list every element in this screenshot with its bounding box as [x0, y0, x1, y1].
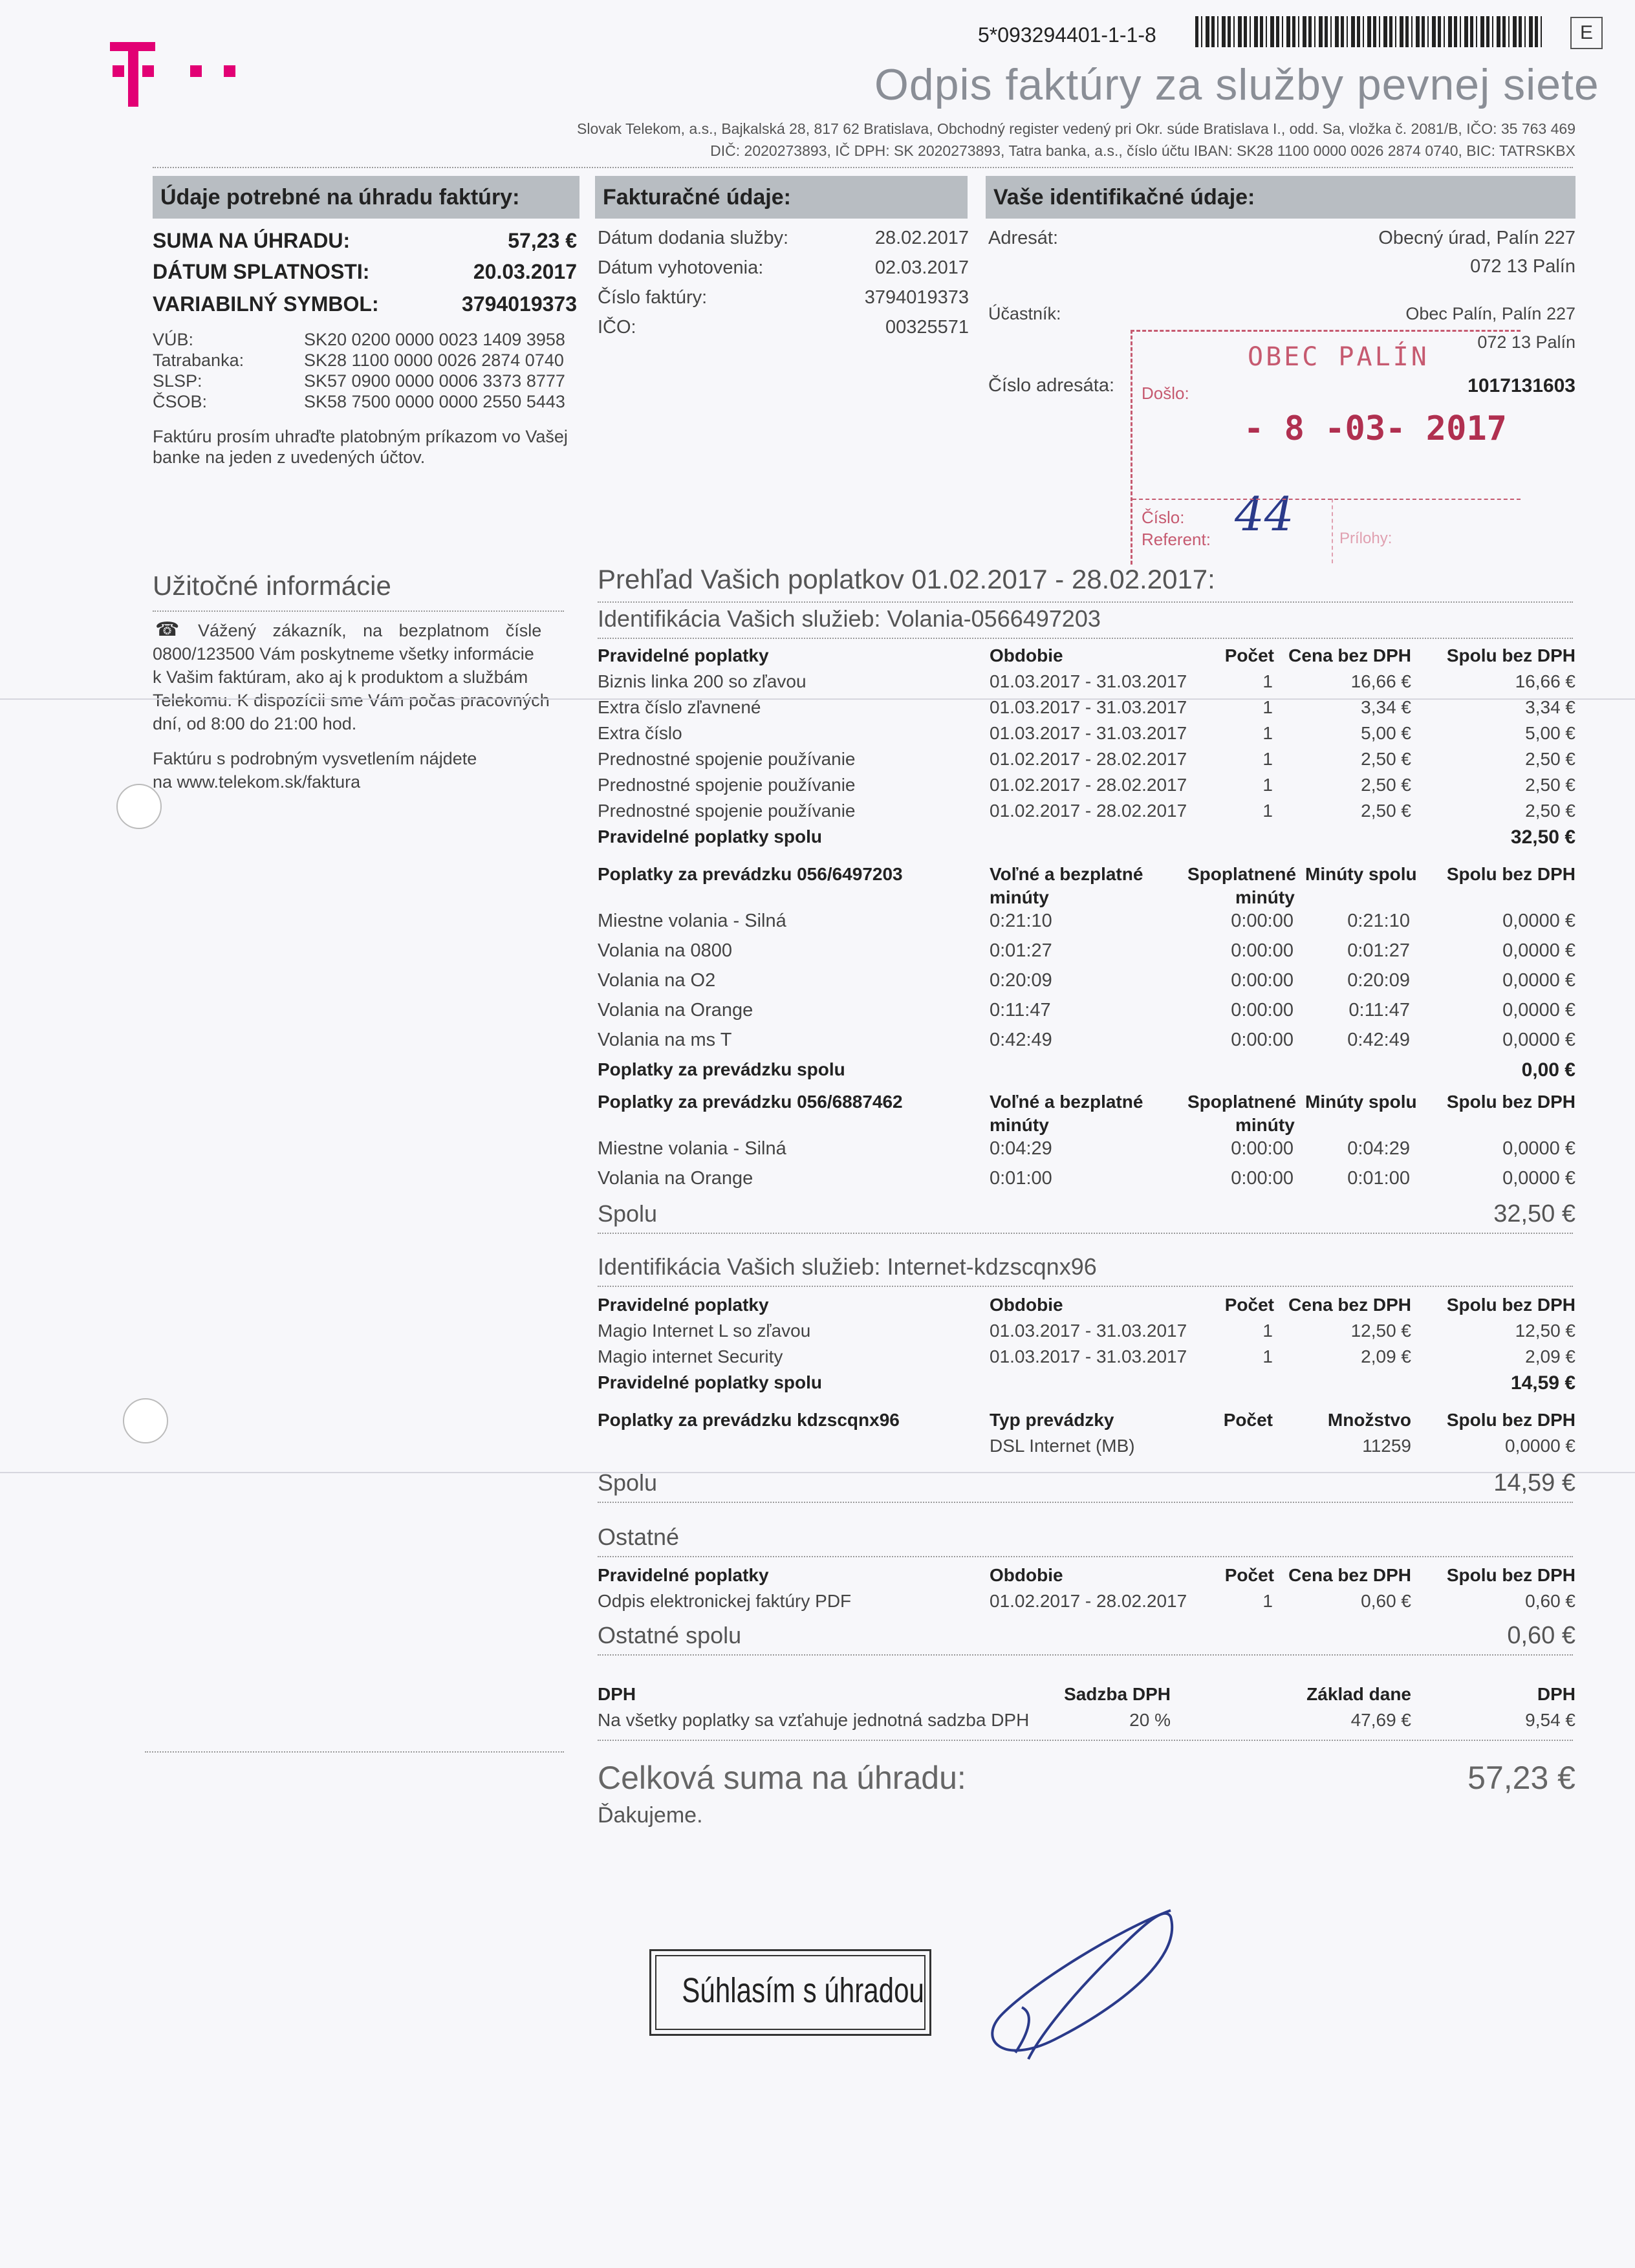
- vat-text: Na všetky poplatky sa vzťahuje jednotná sadzba DPH: [598, 1710, 1030, 1730]
- overview-divider: [598, 601, 1573, 603]
- col-header: Pravidelné poplatky: [598, 645, 769, 665]
- row-total: 12,50 €: [1515, 1321, 1575, 1341]
- row-period: 01.02.2017 - 28.02.2017: [990, 749, 1187, 769]
- barcode: [1195, 16, 1543, 47]
- payment-value: 57,23 €: [508, 229, 577, 252]
- col-header: Obdobie: [990, 1295, 1063, 1315]
- col-header: Cena bez DPH: [1288, 1565, 1411, 1585]
- row-paid: 0:00:00: [1231, 940, 1294, 961]
- row-name: Volania na ms T: [598, 1030, 732, 1050]
- other-total-label: Ostatné spolu: [598, 1622, 742, 1648]
- other-divider: [598, 1556, 1573, 1557]
- row-price: 2,50 €: [1361, 749, 1411, 769]
- col-header: Pravidelné poplatky: [598, 1295, 769, 1315]
- col-header: Počet: [1224, 645, 1274, 665]
- bank-iban: SK28 1100 0000 0026 2874 0740: [304, 351, 564, 370]
- row-count: 1: [1262, 1321, 1273, 1341]
- other-title: Ostatné: [598, 1524, 680, 1550]
- row-count: 1: [1262, 697, 1273, 717]
- row-total: 2,50 €: [1525, 749, 1575, 769]
- row-name: Odpis elektronickej faktúry PDF: [598, 1591, 852, 1611]
- col-header: Počet: [1224, 1565, 1274, 1585]
- col-header: Spolu bez DPH: [1446, 1410, 1575, 1430]
- billing-label: Číslo faktúry:: [598, 287, 708, 308]
- approval-stamp: [649, 1949, 931, 2036]
- received-stamp: [1131, 330, 1521, 565]
- subtotal-label: Pravidelné poplatky spolu: [598, 1372, 822, 1392]
- stamp-number-label: Číslo:: [1142, 508, 1185, 527]
- row-sum: 0:04:29: [1347, 1138, 1410, 1159]
- subtotal-value: 32,50 €: [1510, 826, 1575, 848]
- phone-icon: ☎: [155, 619, 180, 640]
- col-header: Spolu bez DPH: [1446, 1295, 1575, 1315]
- row-period: 01.03.2017 - 31.03.2017: [990, 1346, 1187, 1366]
- punch-hole: [123, 1398, 168, 1443]
- service1-divider: [598, 638, 1573, 639]
- overview-title: Prehľad Vašich poplatkov 01.02.2017 - 28.02.2017:: [598, 564, 1215, 594]
- row-paid: 0:00:00: [1231, 1138, 1294, 1159]
- row-paid: 0:00:00: [1231, 1030, 1294, 1050]
- stamp-attachments-label: Prílohy:: [1339, 530, 1392, 547]
- col-header: Poplatky za prevádzku kdzscqnx96: [598, 1410, 900, 1430]
- row-name: Extra číslo zľavnené: [598, 697, 761, 717]
- row-count: 1: [1262, 1591, 1273, 1611]
- billing-label: Dátum dodania služby:: [598, 228, 788, 248]
- row-period: 01.02.2017 - 28.02.2017: [990, 801, 1187, 821]
- stamp-date: - 8 -03- 2017: [1244, 409, 1507, 448]
- col-header: Pravidelné poplatky: [598, 1565, 769, 1585]
- row-name: Magio Internet L so zľavou: [598, 1321, 811, 1341]
- row-period: 01.03.2017 - 31.03.2017: [990, 1321, 1187, 1341]
- info-link[interactable]: na www.telekom.sk/faktura: [153, 772, 361, 792]
- row-name: Volania na 0800: [598, 940, 733, 961]
- row-count: 1: [1262, 775, 1273, 795]
- billing-value: 02.03.2017: [874, 257, 969, 278]
- subtotal-label: Poplatky za prevádzku spolu: [598, 1059, 845, 1079]
- row-period: 01.02.2017 - 28.02.2017: [990, 1591, 1187, 1611]
- row-count: 1: [1262, 1346, 1273, 1366]
- service1-title: Identifikácia Vašich služieb: Volania-0566497203: [598, 605, 1101, 632]
- section-divider: [598, 1654, 1573, 1656]
- bank-name: VÚB:: [153, 330, 194, 349]
- envelope-code-box: E: [1570, 17, 1603, 49]
- participant-label: Účastník:: [988, 304, 1061, 323]
- addressee-line2: 072 13 Palín: [1470, 256, 1575, 277]
- row-count: 1: [1262, 723, 1273, 743]
- billing-value: 28.02.2017: [874, 228, 969, 248]
- left-divider: [145, 1751, 564, 1753]
- section-divider: [598, 1740, 1573, 1741]
- service1-total-value: 32,50 €: [1493, 1200, 1575, 1227]
- section-divider: [598, 1233, 1573, 1234]
- row-name: Prednostné spojenie používanie: [598, 775, 856, 795]
- row-sum: 0:21:10: [1347, 911, 1410, 931]
- row-total: 0,0000 €: [1502, 1000, 1575, 1021]
- row-total: 0,0000 €: [1502, 940, 1575, 961]
- row-name: Volania na Orange: [598, 1168, 753, 1189]
- stamp-referent-label: Referent:: [1142, 530, 1211, 549]
- row-free: 0:42:49: [990, 1030, 1052, 1050]
- row-count: 1: [1262, 801, 1273, 821]
- other-total-value: 0,60 €: [1507, 1622, 1575, 1649]
- row-free: 0:04:29: [990, 1138, 1052, 1159]
- col-header: Spolu bez DPH: [1446, 1565, 1575, 1585]
- vat-rate: 20 %: [1129, 1710, 1171, 1730]
- col-header: minúty: [1235, 887, 1295, 907]
- row-free: 0:01:00: [990, 1168, 1052, 1189]
- service2-title: Identifikácia Vašich služieb: Internet-kdzscqnx96: [598, 1253, 1097, 1280]
- row-price: 2,50 €: [1361, 801, 1411, 821]
- col-header: Poplatky za prevádzku 056/6497203: [598, 864, 903, 884]
- row-period: 01.03.2017 - 31.03.2017: [990, 697, 1187, 717]
- col-header: Cena bez DPH: [1288, 645, 1411, 665]
- payment-note: banke na jeden z uvedených účtov.: [153, 448, 426, 467]
- col-header: Obdobie: [990, 645, 1063, 665]
- col-header: Sadzba DPH: [1064, 1684, 1171, 1704]
- addressee-label: Adresát:: [988, 228, 1058, 248]
- billing-heading: Fakturačné údaje:: [595, 176, 968, 219]
- row-free: 0:11:47: [990, 1000, 1051, 1021]
- info-text-line: dní, od 8:00 do 21:00 hod.: [153, 714, 357, 733]
- row-price: 5,00 €: [1361, 723, 1411, 743]
- section-divider: [598, 1502, 1573, 1503]
- col-header: Počet: [1224, 1295, 1274, 1315]
- col-header: Spoplatnené: [1187, 1092, 1297, 1112]
- row-price: 0,60 €: [1361, 1591, 1411, 1611]
- row-total: 0,0000 €: [1502, 1168, 1575, 1189]
- document-code: 5*093294401-1-1-8: [978, 23, 1156, 47]
- info-text-line: 0800/123500 Vám poskytneme všetky informácie: [153, 644, 534, 664]
- col-header: Spolu bez DPH: [1446, 864, 1575, 884]
- punch-hole: [116, 784, 162, 829]
- row-sum: 0:01:00: [1347, 1168, 1410, 1189]
- company-info-line2: DIČ: 2020273893, IČ DPH: SK 2020273893, Tatra banka, a.s., číslo účtu IBAN: SK28 1100 0000 0026 2874 0740, BIC: TATRSKBX: [710, 142, 1575, 159]
- col-header: Poplatky za prevádzku 056/6887462: [598, 1092, 903, 1112]
- stamp-name: OBEC PALÍN: [1248, 342, 1429, 372]
- row-total: 5,00 €: [1525, 723, 1575, 743]
- billing-label: IČO:: [598, 317, 636, 338]
- row-paid: 0:00:00: [1231, 911, 1294, 931]
- col-header: minúty: [990, 1115, 1049, 1135]
- col-header: minúty: [990, 887, 1049, 907]
- row-type: DSL Internet (MB): [990, 1436, 1135, 1456]
- row-total: 3,34 €: [1525, 697, 1575, 717]
- col-header: Voľné a bezplatné: [990, 864, 1143, 884]
- row-price: 12,50 €: [1350, 1321, 1411, 1341]
- vat-amount: 9,54 €: [1525, 1710, 1575, 1730]
- row-name: Volania na Orange: [598, 1000, 753, 1021]
- row-total: 2,50 €: [1525, 775, 1575, 795]
- subtotal-value: 0,00 €: [1521, 1059, 1575, 1081]
- row-total: 2,09 €: [1525, 1346, 1575, 1366]
- col-header: Cena bez DPH: [1288, 1295, 1411, 1315]
- row-price: 16,66 €: [1350, 671, 1411, 691]
- billing-label: Dátum vyhotovenia:: [598, 257, 764, 278]
- bank-name: SLSP:: [153, 371, 202, 391]
- payment-value: 3794019373: [462, 292, 577, 316]
- row-total: 0,0000 €: [1502, 1030, 1575, 1050]
- col-header: Množstvo: [1327, 1410, 1411, 1430]
- info-text-line: Vážený zákazník, na bezplatnom čísle: [198, 621, 542, 640]
- row-price: 2,09 €: [1361, 1346, 1411, 1366]
- service2-divider: [598, 1286, 1573, 1287]
- addressee-number: 1017131603: [1467, 375, 1575, 396]
- grand-total-label: Celková suma na úhradu:: [598, 1760, 966, 1796]
- billing-value: 00325571: [885, 317, 969, 338]
- stamp-handwritten-number: 44: [1235, 487, 1294, 541]
- col-header: Voľné a bezplatné: [990, 1092, 1143, 1112]
- col-header: DPH: [598, 1684, 636, 1704]
- service2-total-label: Spolu: [598, 1469, 658, 1496]
- fold-line: [0, 1472, 1635, 1473]
- row-name: Miestne volania - Silná: [598, 1138, 786, 1159]
- document-title: Odpis faktúry za služby pevnej siete: [874, 60, 1599, 109]
- row-name: Prednostné spojenie používanie: [598, 749, 856, 769]
- row-count: 1: [1262, 749, 1273, 769]
- bank-iban: SK20 0200 0000 0023 1409 3958: [304, 330, 565, 349]
- telekom-logo: [110, 36, 265, 113]
- addressee-line1: Obecný úrad, Palín 227: [1378, 228, 1575, 248]
- addressee-number-label: Číslo adresáta:: [988, 375, 1115, 396]
- billing-value: 3794019373: [864, 287, 969, 308]
- row-total: 16,66 €: [1515, 671, 1575, 691]
- col-header: Spolu bez DPH: [1446, 1092, 1575, 1112]
- col-header: Spolu bez DPH: [1446, 645, 1575, 665]
- row-free: 0:01:27: [990, 940, 1052, 961]
- col-header: Minúty spolu: [1305, 1092, 1417, 1112]
- row-sum: 0:01:27: [1347, 940, 1410, 961]
- header-divider: [153, 167, 1573, 168]
- payment-label: DÁTUM SPLATNOSTI:: [153, 260, 370, 283]
- row-paid: 0:00:00: [1231, 1000, 1294, 1021]
- row-sum: 0:20:09: [1347, 970, 1410, 991]
- row-total: 0,60 €: [1525, 1591, 1575, 1611]
- row-total: 0,0000 €: [1502, 970, 1575, 991]
- row-price: 3,34 €: [1361, 697, 1411, 717]
- info-text-line: k Vašim faktúram, ako aj k produktom a službám: [153, 667, 528, 687]
- service1-total-label: Spolu: [598, 1200, 658, 1227]
- row-name: Magio internet Security: [598, 1346, 783, 1366]
- payment-heading: Údaje potrebné na úhradu faktúry:: [153, 176, 579, 219]
- col-header: Základ dane: [1306, 1684, 1411, 1704]
- col-header: Obdobie: [990, 1565, 1063, 1585]
- payment-label: SUMA NA ÚHRADU:: [153, 229, 351, 252]
- col-header: Minúty spolu: [1305, 864, 1417, 884]
- row-name: Prednostné spojenie používanie: [598, 801, 856, 821]
- row-name: Miestne volania - Silná: [598, 911, 786, 931]
- col-header: Spoplatnené: [1187, 864, 1297, 884]
- row-total: 2,50 €: [1525, 801, 1575, 821]
- vat-base: 47,69 €: [1350, 1710, 1411, 1730]
- stamp-received-label: Došlo:: [1142, 383, 1189, 403]
- row-sum: 0:11:47: [1348, 1000, 1410, 1021]
- bank-name: Tatrabanka:: [153, 351, 244, 370]
- thanks-text: Ďakujeme.: [598, 1803, 703, 1828]
- row-free: 0:20:09: [990, 970, 1052, 991]
- row-price: 2,50 €: [1361, 775, 1411, 795]
- row-name: Extra číslo: [598, 723, 682, 743]
- service2-total-value: 14,59 €: [1493, 1469, 1575, 1496]
- row-count: 1: [1262, 671, 1273, 691]
- row-period: 01.03.2017 - 31.03.2017: [990, 723, 1187, 743]
- row-period: 01.02.2017 - 28.02.2017: [990, 775, 1187, 795]
- row-amount: 11259: [1362, 1436, 1411, 1456]
- subtotal-value: 14,59 €: [1510, 1372, 1575, 1394]
- row-period: 01.03.2017 - 31.03.2017: [990, 671, 1187, 691]
- subtotal-label: Pravidelné poplatky spolu: [598, 826, 822, 847]
- col-header: DPH: [1537, 1684, 1575, 1704]
- col-header: Typ prevádzky: [990, 1410, 1114, 1430]
- payment-label: VARIABILNÝ SYMBOL:: [153, 292, 379, 316]
- info-heading: Užitočné informácie: [153, 570, 391, 601]
- company-info-line1: Slovak Telekom, a.s., Bajkalská 28, 817 62 Bratislava, Obchodný register vedený pri Okr. súde Bratislava I., odd. Sa, vložka č. 2081/B, IČO: 35 763 469: [577, 120, 1575, 137]
- row-name: Volania na O2: [598, 970, 716, 991]
- bank-iban: SK57 0900 0000 0006 3373 8777: [304, 371, 565, 391]
- row-total: 0,0000 €: [1505, 1436, 1575, 1456]
- row-paid: 0:00:00: [1231, 1168, 1294, 1189]
- participant-line1: Obec Palín, Palín 227: [1405, 304, 1575, 323]
- col-header: Počet: [1223, 1410, 1273, 1430]
- approval-stamp-text: Súhlasím s úhradou: [682, 1971, 924, 2010]
- signature: [977, 1904, 1196, 2072]
- ident-heading: Vaše identifikačné údaje:: [986, 176, 1575, 219]
- grand-total-value: 57,23 €: [1467, 1760, 1575, 1796]
- info-divider: [153, 610, 564, 612]
- col-header: minúty: [1235, 1115, 1295, 1135]
- payment-value: 20.03.2017: [473, 260, 577, 283]
- row-paid: 0:00:00: [1231, 970, 1294, 991]
- row-sum: 0:42:49: [1347, 1030, 1410, 1050]
- bank-name: ČSOB:: [153, 392, 208, 411]
- row-name: Biznis linka 200 so zľavou: [598, 671, 807, 691]
- row-free: 0:21:10: [990, 911, 1052, 931]
- row-total: 0,0000 €: [1502, 911, 1575, 931]
- participant-line2: 072 13 Palín: [1477, 332, 1575, 352]
- bank-iban: SK58 7500 0000 0000 2550 5443: [304, 392, 565, 411]
- payment-note: Faktúru prosím uhraďte platobným príkazom vo Vašej: [153, 427, 568, 446]
- row-total: 0,0000 €: [1502, 1138, 1575, 1159]
- info-link-line: Faktúru s podrobným vysvetlením nájdete: [153, 749, 477, 768]
- info-text-line: Telekomu. K dispozícii sme Vám počas pracovných: [153, 691, 550, 710]
